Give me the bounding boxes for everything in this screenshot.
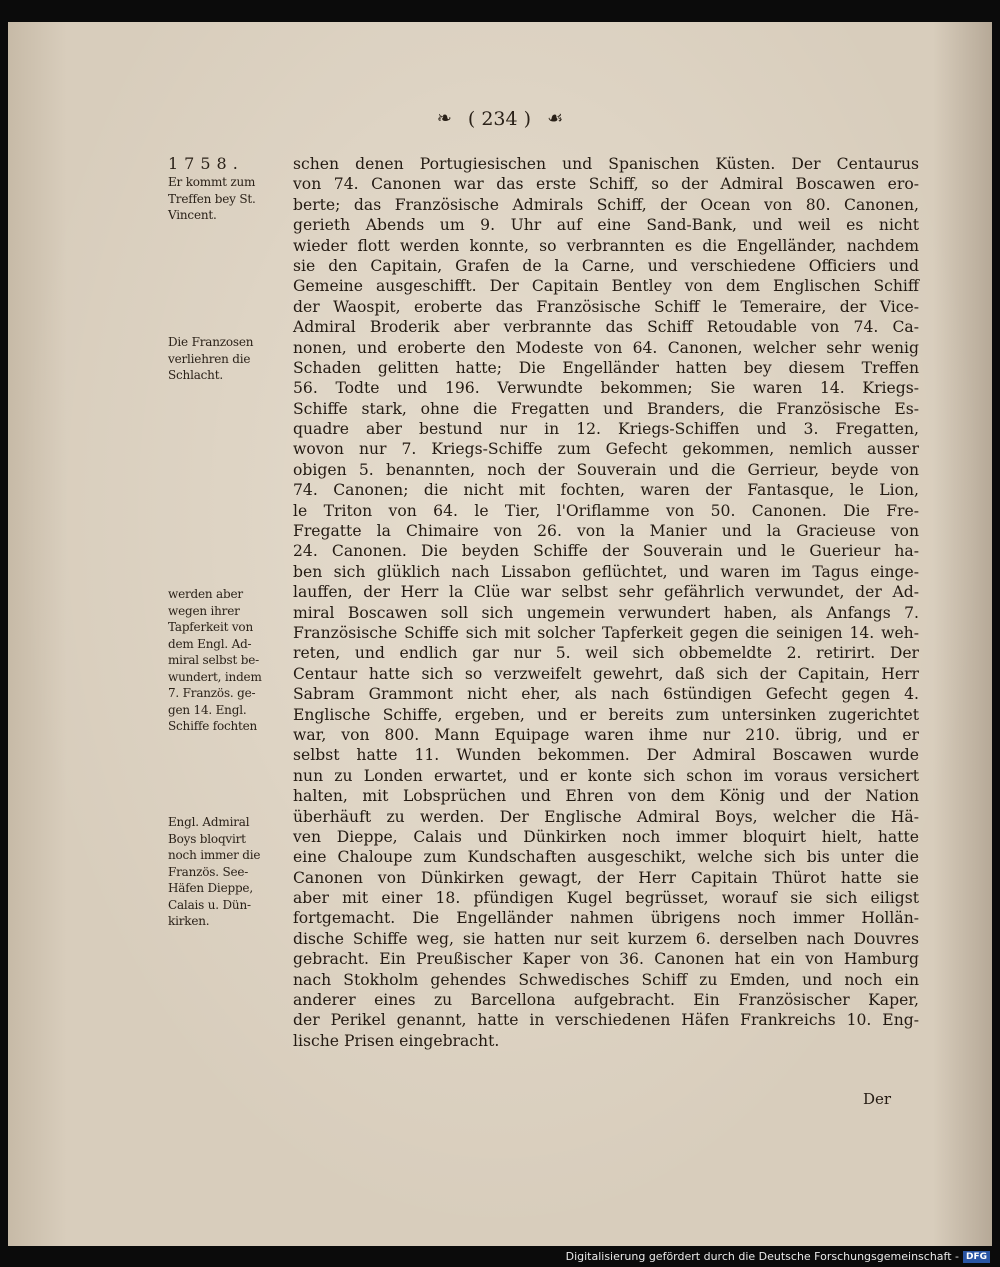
text-line: obigen 5. benannten, noch der Souverain und die Gerrieur, beyde von bbox=[293, 460, 919, 479]
text-line: selbst hatte 11. Wunden bekommen. Der Admiral Boscawen wurde bbox=[293, 746, 919, 765]
text-line: Französische Schiffe sich mit solcher Tapferkeit gegen die seinigen 14. weh- bbox=[293, 623, 919, 642]
text-line: Schaden gelitten hatte; Die Engelländer hatten bey diesem Treffen bbox=[293, 358, 919, 377]
text-line: 56. Todte und 196. Verwundte bekommen; Sie waren 14. Kriegs- bbox=[293, 379, 919, 398]
margin-note-line: Tapferkeit von bbox=[168, 620, 253, 634]
margin-note-bravery bbox=[168, 586, 286, 735]
text-line: lische Prisen eingebracht. bbox=[293, 1031, 500, 1050]
left-ornament-icon: ❧ bbox=[436, 108, 452, 129]
text-line: lauffen, der Herr la Clüe war selbst sehr gefährlich verwundet, der Ad- bbox=[293, 583, 919, 602]
text-line: eine Chaloupe zum Kundschaften ausgeschikt, welche sich bis unter die bbox=[293, 848, 919, 867]
text-line: nonen, und eroberte den Modeste von 64. Canonen, welcher sehr wenig bbox=[293, 338, 919, 357]
page-header bbox=[8, 108, 992, 130]
text-line: nun zu Londen erwartet, und er konte sich schon im voraus versichert bbox=[293, 766, 919, 785]
body-text bbox=[293, 154, 919, 1051]
text-line: fortgemacht. Die Engelländer nahmen übrigens noch immer Hollän- bbox=[293, 909, 919, 928]
margin-note-line: Schiffe fochten bbox=[168, 719, 258, 733]
text-line: der Perikel genannt, hatte in verschiedenen Häfen Frankreichs 10. Eng- bbox=[293, 1011, 919, 1030]
text-line: quadre aber bestund nur in 12. Kriegs-Schiffen und 3. Fregatten, bbox=[293, 420, 919, 439]
margin-note-line: Häfen Dieppe, bbox=[168, 881, 253, 895]
margin-note-line: noch immer die bbox=[168, 848, 261, 862]
text-line: Fregatte la Chimaire von 26. von la Manier und la Gracieuse von bbox=[293, 522, 919, 541]
text-line: Admiral Broderik aber verbrannte das Schiff Retoudable von 74. Ca- bbox=[293, 318, 919, 337]
text-line: Schiffe stark, ohne die Fregatten und Branders, die Französische Es- bbox=[293, 399, 919, 418]
margin-note-blockade bbox=[168, 814, 286, 930]
margin-note-line: Treffen bey St. bbox=[168, 191, 256, 206]
margin-year: 1758. bbox=[168, 154, 244, 173]
text-line: nach Stokholm gehendes Schwedisches Schiff zu Emden, und noch ein bbox=[293, 970, 919, 989]
margin-note-line: wegen ihrer bbox=[168, 603, 240, 618]
margin-note-line: kirken. bbox=[168, 914, 210, 928]
margin-note-line: Boys bloqvirt bbox=[168, 831, 246, 846]
text-line: ben sich glüklich nach Lissabon geflüchtet, und waren im Tagus einge- bbox=[293, 562, 919, 581]
text-line: war, von 800. Mann Equipage waren ihme nur 210. übrig, und er bbox=[293, 725, 919, 744]
text-line: 74. Canonen; die nicht mit fochten, waren der Fantasque, le Lion, bbox=[293, 481, 919, 500]
text-line: halten, mit Lobsprüchen und Ehren von dem König und der Nation bbox=[293, 787, 919, 806]
text-line: Centaur hatte sich so verzweifelt gewehrt, daß sich der Capitain, Herr bbox=[293, 664, 919, 683]
credit-text: Digitalisierung gefördert durch die Deutsche Forschungsgemeinschaft - bbox=[565, 1250, 959, 1263]
dfg-logo: DFG bbox=[963, 1251, 990, 1263]
margin-note-line: Die Franzosen bbox=[168, 335, 254, 349]
margin-note-line: Calais u. Dün- bbox=[168, 897, 251, 912]
text-line: le Triton von 64. le Tier, l'Oriflamme von 50. Canonen. Die Fre- bbox=[293, 501, 919, 520]
text-line: Canonen von Dünkirken gewagt, der Herr Capitain Thürot hatte sie bbox=[293, 868, 919, 887]
text-line: Gemeine ausgeschifft. Der Capitain Bentley von dem Englischen Schiff bbox=[293, 277, 919, 296]
text-line: anderer eines zu Barcellona aufgebracht. Ein Französischer Kaper, bbox=[293, 991, 919, 1010]
text-line: gerieth Abends um 9. Uhr auf eine Sand-Bank, und weil es nicht bbox=[293, 216, 919, 235]
text-line: gebracht. Ein Preußischer Kaper von 36. Canonen hat ein von Hamburg bbox=[293, 950, 919, 969]
margin-note-line: Vincent. bbox=[168, 208, 217, 222]
text-line: aber mit einer 18. pfündigen Kugel begrüsset, worauf sie sich eiligst bbox=[293, 889, 919, 908]
margin-note-line: Französ. See- bbox=[168, 864, 249, 879]
book-page bbox=[8, 22, 992, 1246]
margin-note-line: miral selbst be- bbox=[168, 653, 259, 667]
catchword: Der bbox=[863, 1090, 892, 1108]
text-line: reten, und endlich gar nur 5. weil sich obbemeldte 2. retirirt. Der bbox=[293, 644, 919, 663]
margin-note-line: Engl. Admiral bbox=[168, 815, 250, 829]
text-line: Sabram Grammont nicht eher, als nach 6stündigen Gefecht gegen 4. bbox=[293, 685, 919, 704]
text-line: dische Schiffe weg, sie hatten nur seit kurzem 6. derselben nach Douvres bbox=[293, 929, 919, 948]
margin-note-vincent bbox=[168, 174, 286, 224]
margin-note-line: gen 14. Engl. bbox=[168, 702, 247, 717]
text-line: überhäuft zu werden. Der Englische Admiral Boys, welcher die Hä- bbox=[293, 807, 919, 826]
page-number: ( 234 ) bbox=[467, 108, 532, 130]
margin-note-line: verliehren die bbox=[168, 351, 251, 366]
margin-note-line: dem Engl. Ad- bbox=[168, 636, 252, 651]
text-line: Englische Schiffe, ergeben, und er bereits zum untersinken zugerichtet bbox=[293, 705, 919, 724]
text-line: miral Boscawen soll sich ungemein verwundert haben, als Anfangs 7. bbox=[293, 603, 919, 622]
margin-note-line: Er kommt zum bbox=[168, 175, 256, 189]
text-line: schen denen Portugiesischen und Spanischen Küsten. Der Centaurus bbox=[293, 155, 919, 173]
text-line: von 74. Canonen war das erste Schiff, so der Admiral Boscawen ero- bbox=[293, 175, 919, 194]
margin-note-line: Schlacht. bbox=[168, 368, 223, 382]
text-line: 24. Canonen. Die beyden Schiffe der Souverain und le Guerieur ha- bbox=[293, 542, 919, 561]
margin-note-line: 7. Französ. ge- bbox=[168, 686, 256, 700]
margin-note-battle bbox=[168, 334, 286, 384]
text-line: wovon nur 7. Kriegs-Schiffe zum Gefecht gekommen, nemlich ausser bbox=[293, 440, 919, 459]
digitization-credit bbox=[566, 1250, 990, 1263]
text-line: der Waospit, eroberte das Französische Schiff le Temeraire, der Vice- bbox=[293, 297, 919, 316]
right-ornament-icon: ☙ bbox=[547, 108, 564, 129]
text-line: wieder flott werden konnte, so verbrannten es die Engelländer, nachdem bbox=[293, 236, 919, 255]
text-line: berte; das Französische Admirals Schiff, der Ocean von 80. Canonen, bbox=[293, 195, 919, 214]
text-line: sie den Capitain, Grafen de la Carne, und verschiedene Officiers und bbox=[293, 256, 919, 275]
margin-note-line: werden aber bbox=[168, 587, 243, 601]
text-line: ven Dieppe, Calais und Dünkirken noch immer bloquirt hielt, hatte bbox=[293, 827, 919, 846]
margin-note-line: wundert, indem bbox=[168, 669, 262, 684]
